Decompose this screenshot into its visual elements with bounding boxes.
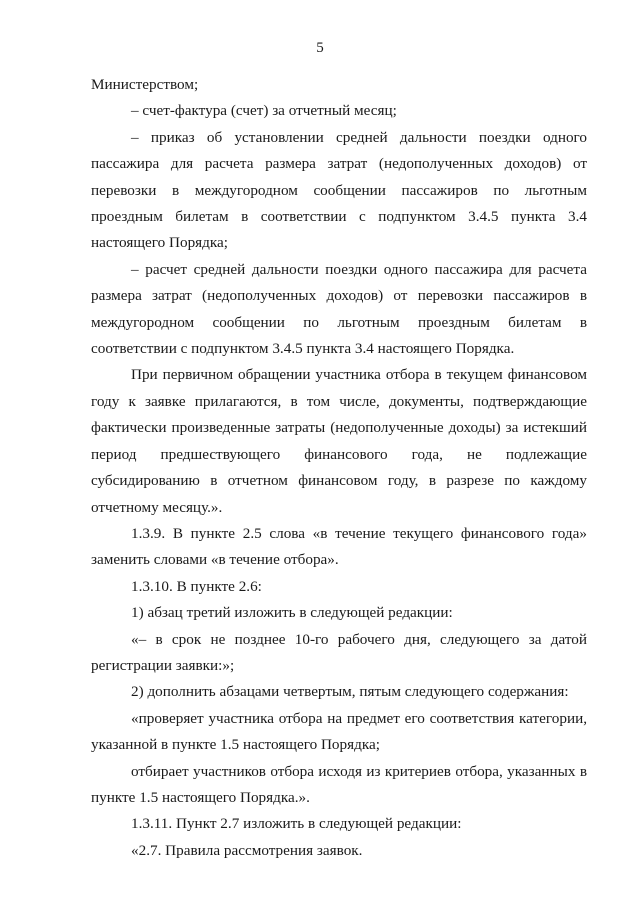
paragraph-8: 1) абзац третий изложить в следующей редакции: (131, 604, 453, 622)
paragraph-7: 1.3.10. В пункте 2.6: (131, 577, 262, 595)
paragraph-10: 2) дополнить абзацами четвертым, пятым следующего содержания: (131, 683, 569, 701)
paragraph-5: При первичном обращении участника отбора в текущем финансовом году к заявке прилагаются, в том числе, документы, подтверждающие фактически произведенные затраты (недополученные доходы) за истекший период предшествующего финансового года, не подлежащие субсидированию в отчетном финансовом году, в разрезе по каждому отчетному месяцу.». (91, 366, 587, 516)
paragraph-13: 1.3.11. Пункт 2.7 изложить в следующей редакции: (131, 815, 462, 833)
paragraph-14: «2.7. Правила рассмотрения заявок. (131, 841, 363, 859)
paragraph-1: Министерством; (91, 76, 199, 93)
page-number: 5 (316, 40, 324, 56)
document-body (91, 72, 587, 864)
paragraph-12: отбирает участников отбора исходя из критериев отбора, указанных в пункте 1.5 настоящего Порядка.». (91, 762, 587, 806)
paragraph-2: – счет-фактура (счет) за отчетный месяц; (131, 102, 397, 120)
paragraph-3: – приказ об установлении средней дальности поездки одного пассажира для расчета размера затрат (недополученных доходов) от перевозки в междугородном сообщении пассажиров по льготным проездным билетам в соответствии с подпунктом 3.4.5 пункта 3.4 настоящего Порядка; (91, 128, 587, 252)
paragraph-11: «проверяет участника отбора на предмет его соответствия категории, указанной в пункте 1.5 настоящего Порядка; (91, 709, 587, 754)
paragraph-4: – расчет средней дальности поездки одного пассажира для расчета размера затрат (недополученных доходов) от перевозки пассажиров в междугородном сообщении по льготным проездным билетам в соответствии с подпунктом 3.4.5 пункта 3.4 настоящего Порядка. (91, 260, 587, 358)
paragraph-9: «– в срок не позднее 10-го рабочего дня, следующего за датой регистрации заявки:»; (91, 630, 587, 674)
paragraph-6: 1.3.9. В пункте 2.5 слова «в течение текущего финансового года» заменить словами «в течение отбора». (91, 524, 587, 569)
